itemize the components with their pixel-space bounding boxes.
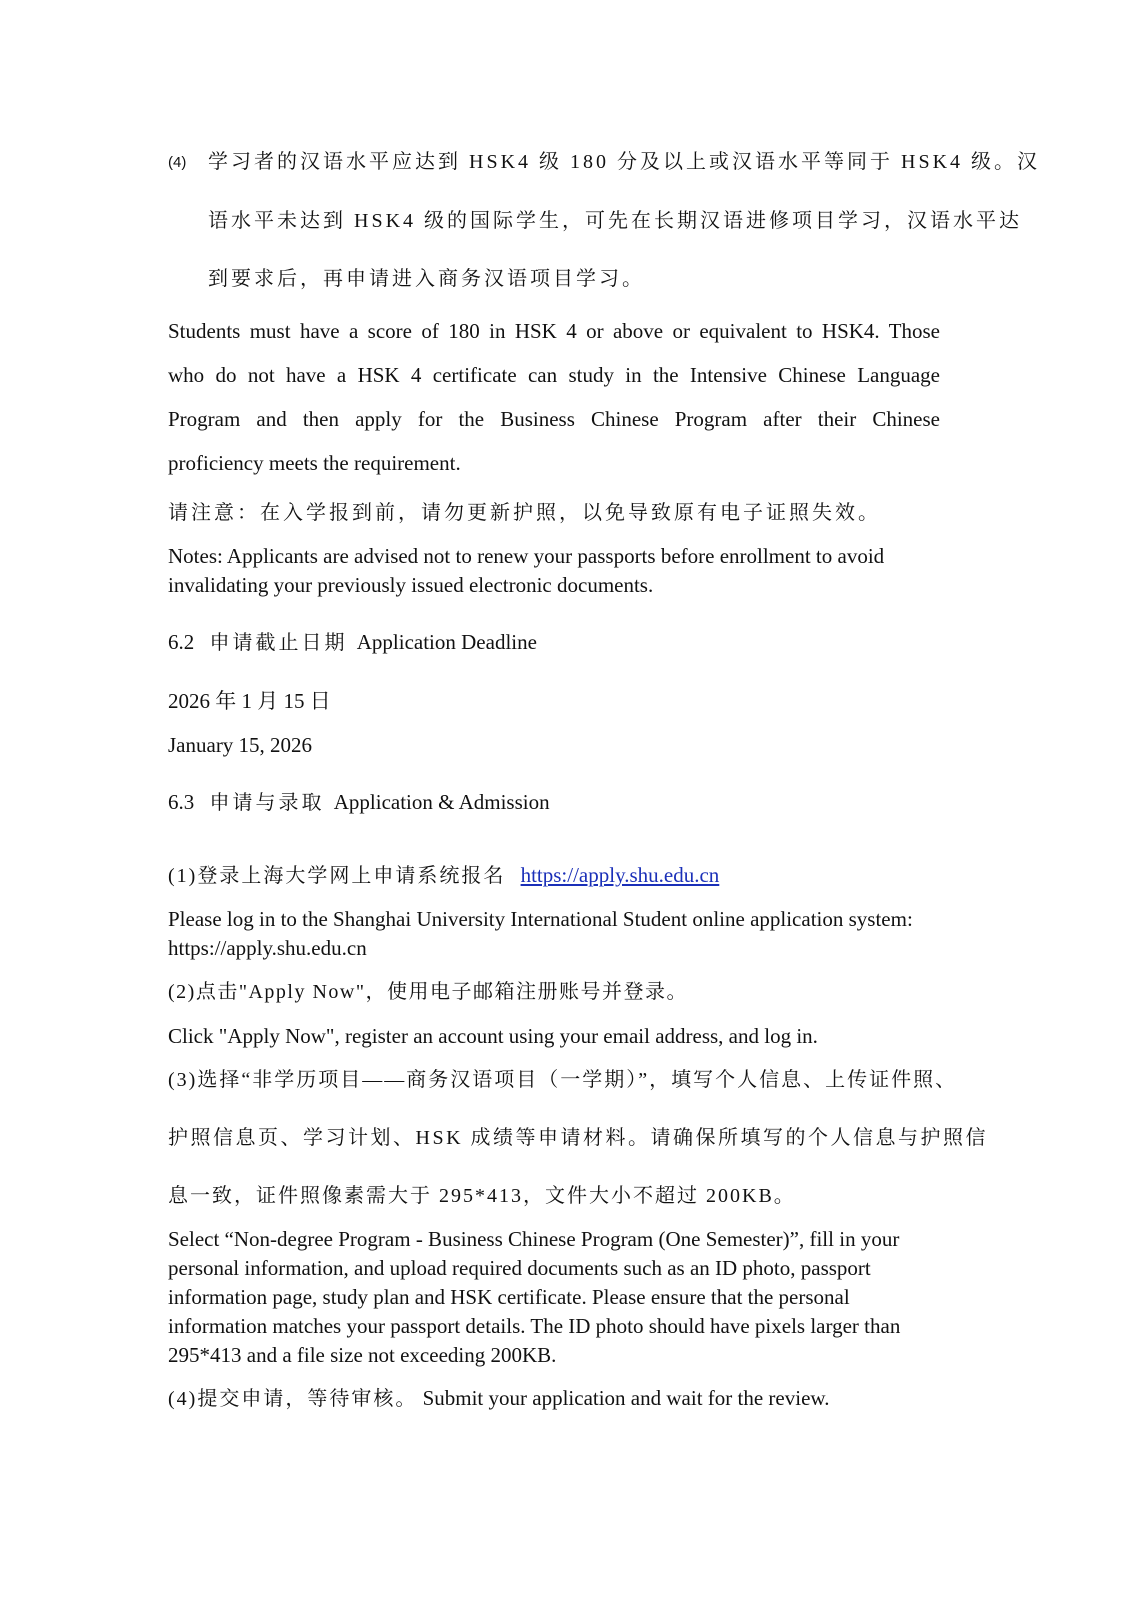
notice-en-line1: Notes: Applicants are advised not to renew your passports before enrollment to avoid <box>168 544 885 568</box>
step-1-zh-text: (1)登录上海大学网上申请系统报名 <box>168 865 506 887</box>
apply-link[interactable]: https://apply.shu.edu.cn <box>520 863 720 887</box>
item-number: (4) <box>168 154 187 171</box>
section-title-zh: 申请截止日期 <box>209 632 348 654</box>
notice-en-line2: invalidating your previously issued electronic documents. <box>168 573 654 597</box>
step-4 <box>168 1383 829 1414</box>
step-4-en: Submit your application and wait for the review. <box>422 1386 830 1410</box>
deadline-date-zh: 2026 年 1 月 15 日 <box>168 689 331 713</box>
section-number: 6.3 <box>168 790 195 814</box>
item4-zh-line2: 语水平未达到 HSK4 级的国际学生，可先在长期汉语进修项目学习，汉语水平达 <box>208 210 1023 232</box>
item4-en-line1: Students must have a score of 180 in HSK 4 or above or equivalent to HSK4. Those <box>168 319 940 343</box>
step-3-en-line1: Select “Non-degree Program - Business Chinese Program (One Semester)”, fill in your <box>168 1227 900 1251</box>
step-4-zh: (4)提交申请，等待审核。 <box>168 1388 418 1410</box>
section-6-2-heading <box>168 627 537 658</box>
step-2-zh: (2)点击"Apply Now"，使用电子邮箱注册账号并登录。 <box>168 981 689 1003</box>
step-1-zh <box>168 860 719 891</box>
section-title-zh: 申请与录取 <box>209 792 325 814</box>
notice-zh: 请注意：在入学报到前，请勿更新护照，以免导致原有电子证照失效。 <box>168 502 881 524</box>
section-title-en: Application & Admission <box>333 790 550 814</box>
step-3-en-line5: 295*413 and a file size not exceeding 200KB. <box>168 1343 557 1367</box>
item4-en-line4: proficiency meets the requirement. <box>168 451 461 475</box>
step-3-zh-line2: 护照信息页、学习计划、HSK 成绩等申请材料。请确保所填写的个人信息与护照信 <box>168 1127 989 1149</box>
step-1-en-line1: Please log in to the Shanghai University International Student online application system: <box>168 907 913 931</box>
step-3-zh-line1: (3)选择“非学历项目——商务汉语项目（一学期）”，填写个人信息、上传证件照、 <box>168 1069 958 1091</box>
item4-zh-line1: 学习者的汉语水平应达到 HSK4 级 180 分及以上或汉语水平等同于 HSK4 级。汉 <box>208 151 1041 173</box>
section-number: 6.2 <box>168 630 195 654</box>
section-title-en: Application Deadline <box>356 630 537 654</box>
item4-en-line2: who do not have a HSK 4 certificate can study in the Intensive Chinese Language <box>168 363 940 387</box>
deadline-date-en: January 15, 2026 <box>168 733 313 757</box>
step-3-en-line2: personal information, and upload required documents such as an ID photo, passport <box>168 1256 871 1280</box>
step-3-en-line3: information page, study plan and HSK certificate. Please ensure that the personal <box>168 1285 850 1309</box>
step-3-zh-line3: 息一致，证件照像素需大于 295*413，文件大小不超过 200KB。 <box>168 1185 796 1207</box>
item4-zh-line3: 到要求后，再申请进入商务汉语项目学习。 <box>208 268 645 290</box>
step-1-en-line2: https://apply.shu.edu.cn <box>168 936 367 960</box>
step-2-en: Click "Apply Now", register an account using your email address, and log in. <box>168 1024 818 1048</box>
step-3-en-line4: information matches your passport details. The ID photo should have pixels larger than <box>168 1314 901 1338</box>
item4-en-line3: Program and then apply for the Business Chinese Program after their Chinese <box>168 407 940 431</box>
section-6-3-heading <box>168 787 550 818</box>
